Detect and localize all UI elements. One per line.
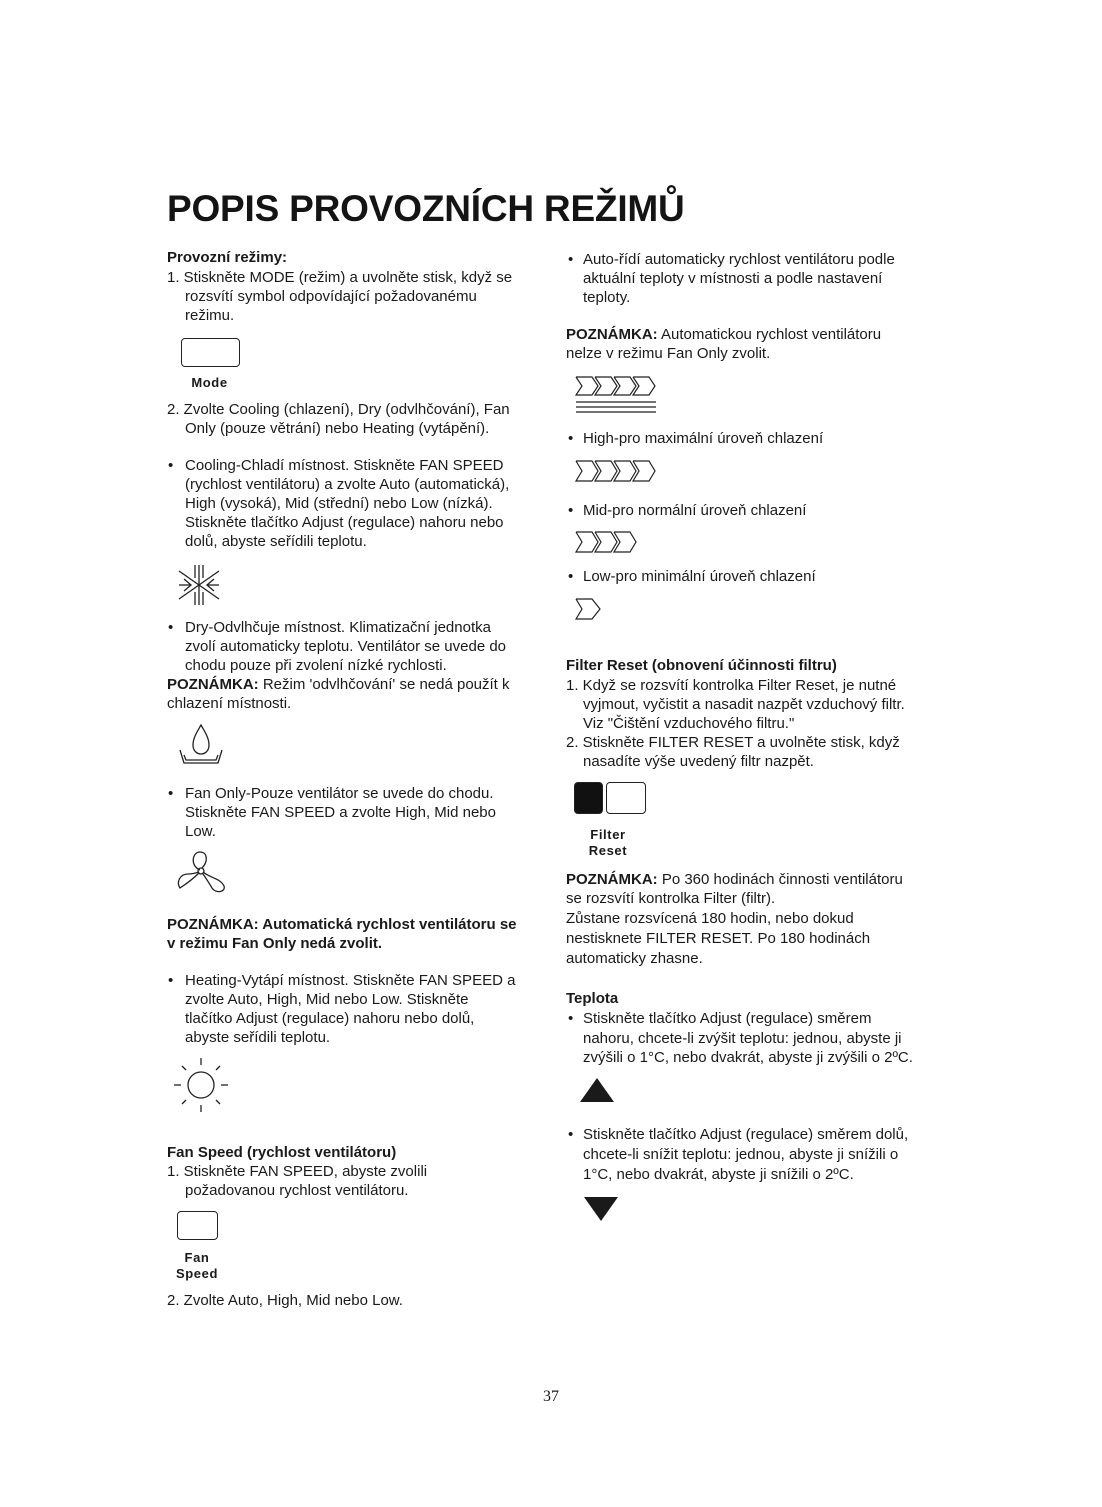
cooling-text: dolů, abyste seřídili teplotu. <box>185 533 367 550</box>
note-auto-line2: nelze v režimu Fan Only zvolit. <box>566 345 771 362</box>
note-label: POZNÁMKA: <box>566 871 658 888</box>
heating-text: abyste seřídili teplotu. <box>185 1029 331 1046</box>
bullet: • <box>568 568 574 585</box>
page-number: 37 <box>543 1388 559 1405</box>
fan-icon <box>176 848 228 894</box>
cooling-text: Stiskněte tlačítko Adjust (regulace) nahoru nebo <box>185 514 504 531</box>
temp-down-text: Stiskněte tlačítko Adjust (regulace) směrem dolů, <box>583 1126 909 1143</box>
dry-text: Dry-Odvlhčuje místnost. Klimatizační jednotka <box>185 619 491 636</box>
filter-reset-button-icon <box>606 782 646 814</box>
low-text: Low-pro minimální úroveň chlazení <box>583 568 816 585</box>
fan-only-text: Stiskněte FAN SPEED a zvolte High, Mid nebo <box>185 804 496 821</box>
fan-speed-high-icon <box>574 459 658 485</box>
note-dry <box>167 675 510 694</box>
bullet: • <box>568 1126 574 1143</box>
step-text: 1. Když se rozsvítí kontrolka Filter Reset, je nutné <box>566 677 897 694</box>
heating-text: Heating-Vytápí místnost. Stiskněte FAN SPEED a <box>185 972 516 989</box>
step-text: 1. Stiskněte MODE (režim) a uvolněte stisk, když se <box>167 269 513 286</box>
mode-button-icon <box>181 338 240 367</box>
dry-text: zvolí automaticky teplotu. Ventilátor se uvede do <box>185 638 507 655</box>
arrow-up-icon <box>579 1077 615 1103</box>
step-text: 2. Stiskněte FILTER RESET a uvolněte stisk, když <box>566 734 900 751</box>
note-text: Automatickou rychlost ventilátoru <box>657 326 882 343</box>
step-text: požadovanou rychlost ventilátoru. <box>185 1182 409 1199</box>
note-label: POZNÁMKA: <box>566 326 658 343</box>
step-text: 1. Stiskněte FAN SPEED, abyste zvolili <box>167 1163 428 1180</box>
filter-reset-label <box>578 827 638 859</box>
temp-down-text: 1°C, nebo dvakrát, abyste ji snížili o 2ºC. <box>583 1166 854 1183</box>
page-title: POPIS PROVOZNÍCH REŽIMŮ <box>167 188 685 229</box>
bullet: • <box>168 785 174 802</box>
bullet: • <box>168 457 174 474</box>
bullet: • <box>168 619 174 636</box>
step-text: Viz "Čištění vzduchového filtru." <box>583 715 795 732</box>
auto-text: Auto-řídí automaticky rychlost ventilátoru podle <box>583 251 895 268</box>
filter-reset-label-line: Reset <box>588 843 628 858</box>
bullet: • <box>168 972 174 989</box>
fan-speed-auto-icon <box>574 374 658 416</box>
note-filter-line: automaticky zhasne. <box>566 950 703 967</box>
note-text: Režim 'odvlhčování' se nedá použít k <box>258 676 510 693</box>
note-fan-only: POZNÁMKA: Automatická rychlost ventilátoru se <box>167 916 517 933</box>
note-fan-only: v režimu Fan Only nedá zvolit. <box>167 935 383 952</box>
cooling-text: High (vysoká), Mid (střední) nebo Low (nízká). <box>185 495 493 512</box>
fan-speed-label-line: Fan <box>184 1250 210 1265</box>
fan-speed-button-icon <box>177 1211 218 1240</box>
section-heading-modes: Provozní režimy: <box>167 249 288 266</box>
temp-up-text: zvýšili o 1°C, nebo dvakrát, abyste ji zvýšili o 2ºC. <box>583 1049 913 1066</box>
dry-text: chodu pouze při zvolení nízké rychlosti. <box>185 657 447 674</box>
mid-text: Mid-pro normální úroveň chlazení <box>583 502 807 519</box>
note-filter-line: nestisknete FILTER RESET. Po 180 hodinách <box>566 930 871 947</box>
fan-speed-heading: Fan Speed (rychlost ventilátoru) <box>167 1144 397 1161</box>
filter-reset-label-line: Filter <box>590 827 626 842</box>
temperature-heading: Teplota <box>566 990 619 1007</box>
temp-up-text: Stiskněte tlačítko Adjust (regulace) směrem <box>583 1010 872 1027</box>
note-auto <box>566 325 881 344</box>
heating-text: tlačítko Adjust (regulace) nahoru nebo dolů, <box>185 1010 475 1027</box>
note-label: POZNÁMKA: <box>167 676 259 693</box>
cooling-text: Cooling-Chladí místnost. Stiskněte FAN SPEED <box>185 457 504 474</box>
mode-label: Mode <box>191 375 228 390</box>
filter-reset-heading: Filter Reset (obnovení účinnosti filtru) <box>566 657 837 674</box>
dehumidify-drop-icon <box>176 720 226 766</box>
note-filter-line: Zůstane rozsvícená 180 hodin, nebo dokud <box>566 910 854 927</box>
note-filter-line: se rozsvítí kontrolka Filter (filtr). <box>566 890 776 907</box>
bullet: • <box>568 251 574 268</box>
sun-icon <box>172 1056 230 1114</box>
cooling-text: (rychlost ventilátoru) a zvolte Auto (automatická), <box>185 476 510 493</box>
step-text: 2. Zvolte Cooling (chlazení), Dry (odvlhčování), Fan <box>167 401 510 418</box>
arrow-down-icon <box>583 1196 619 1222</box>
bullet: • <box>568 502 574 519</box>
bullet: • <box>568 1010 574 1027</box>
filter-indicator-icon <box>574 782 603 814</box>
temp-up-text: nahoru, chcete-li zvýšit teplotu: jednou, abyste ji <box>583 1030 902 1047</box>
step-text: vyjmout, vyčistit a nasadit nazpět vzduchový filtr. <box>583 696 905 713</box>
auto-text: teploty. <box>583 289 631 306</box>
heating-text: zvolte Auto, High, Mid nebo Low. Stiskněte <box>185 991 469 1008</box>
fan-speed-label <box>167 1250 227 1282</box>
fan-speed-mid-icon <box>574 530 638 556</box>
note-text: Po 360 hodinách činnosti ventilátoru <box>657 871 903 888</box>
fan-only-text: Low. <box>185 823 216 840</box>
fan-only-text: Fan Only-Pouze ventilátor se uvede do chodu. <box>185 785 494 802</box>
step-text: 2. Zvolte Auto, High, Mid nebo Low. <box>167 1292 403 1309</box>
snowflake-icon <box>176 563 222 607</box>
bullet: • <box>568 430 574 447</box>
fan-speed-low-icon <box>574 597 604 623</box>
high-text: High-pro maximální úroveň chlazení <box>583 430 824 447</box>
note-filter <box>566 870 903 889</box>
auto-text: aktuální teploty v místnosti a podle nastavení <box>583 270 883 287</box>
step-text: rozsvítí symbol odpovídající požadovanému <box>185 288 477 305</box>
step-text: Only (pouze větrání) nebo Heating (vytápění). <box>185 420 490 437</box>
step-text: nasadíte výše uvedený filtr nazpět. <box>583 753 814 770</box>
step-text: režimu. <box>185 307 235 324</box>
temp-down-text: chcete-li snížit teplotu: jednou, abyste ji snížili o <box>583 1146 899 1163</box>
fan-speed-label-line: Speed <box>175 1266 218 1281</box>
note-dry-line2: chlazení místnosti. <box>167 695 292 712</box>
